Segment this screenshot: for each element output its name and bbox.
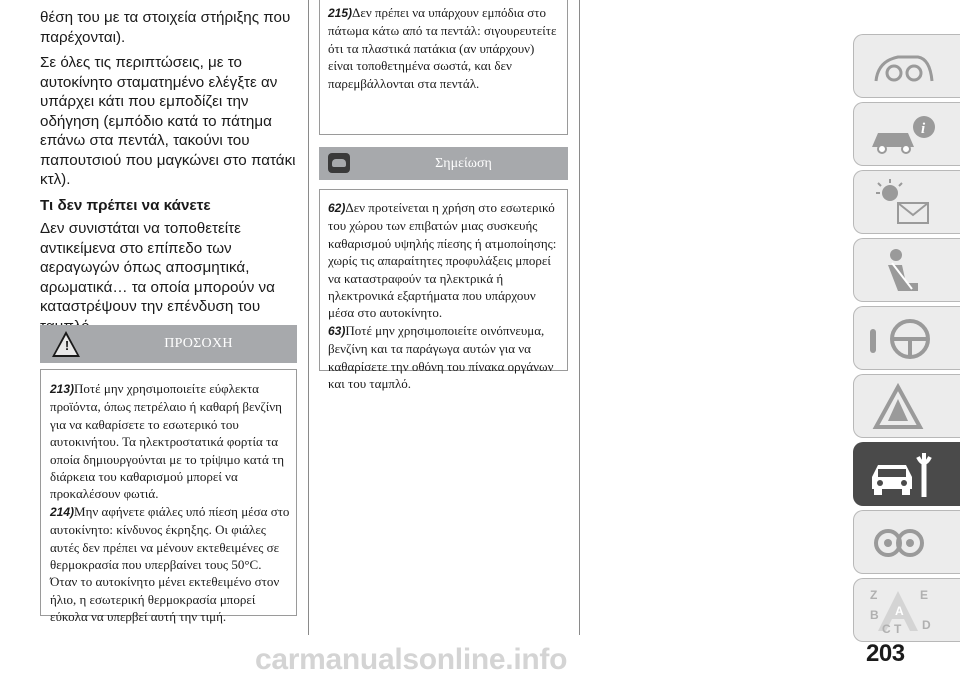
- paragraph: Σε όλες τις περιπτώσεις, με το αυτοκίνητο σταματημένο ελέγξτε αν υπάρχει κάτι που εμποδίζει την οδήγηση (εμπόδιο κατά το πάτημα επάνω στα πεντάλ, τακούνι του παπουτσιού που μαγκώνει στο πατάκι κτλ).: [40, 54, 296, 188]
- svg-text:i: i: [921, 121, 926, 137]
- item-text: Ποτέ μην χρησιμοποιείτε εύφλεκτα προϊόντα, όπως πετρέλαιο ή καθαρή βενζίνη για να καθαρίσετε το εσωτερικό του αυτοκινήτου. Τα ηλεκτροστατικά φορτία τα οποία δημιουργούνται με το τρίψιμο κατά τη διάρκεια του καθαρισμού μπορεί να προκαλέσουν φωτιά.: [50, 381, 285, 502]
- tab-safety[interactable]: [853, 238, 960, 302]
- index-letter: B: [870, 608, 879, 622]
- note-car-icon: [328, 153, 350, 173]
- index-letter: A: [895, 604, 904, 618]
- note-title: Σημείωση: [435, 156, 492, 171]
- item-text: Ποτέ μην χρησιμοποιείτε οινόπνευμα, βενζίνη και τα παράγωγα αυτών για να καθαρίσετε την οθόνη του πίνακα οργάνων και του ταμπλό.: [328, 322, 554, 392]
- index-letter: C: [882, 622, 891, 636]
- emergency-triangle-icon: [868, 381, 938, 433]
- paragraph: Δεν συνιστάται να τοποθετείτε αντικείμενα στο επίπεδο των αεραγωγών όπως αποσμητικά, αρωματικά… τα οποία μπορούν να καταστρέψουν την επένδυση του: [40, 220, 275, 315]
- alphabetical-index-icon: [868, 585, 938, 637]
- car-service-wrench-icon: [868, 449, 938, 501]
- car-info-icon: [868, 109, 938, 161]
- warning-header: ! ΠΡΟΣΟΧΗ: [40, 325, 297, 363]
- technical-data-icon: [868, 517, 938, 569]
- warning-light-message-icon: [868, 177, 938, 229]
- tab-index[interactable]: [853, 578, 960, 642]
- car-dashboard-icon: [868, 41, 938, 93]
- warning-box: [40, 369, 297, 625]
- warning-item: [50, 503, 290, 626]
- tab-driving[interactable]: [853, 306, 960, 370]
- section-heading: Τι δεν πρέπει να κάνετε: [40, 196, 211, 214]
- index-letter: D: [922, 618, 931, 632]
- tab-car-info[interactable]: [853, 102, 960, 166]
- index-letter: Z: [870, 588, 878, 602]
- item-number: 214): [50, 504, 75, 519]
- item-text: Μην αφήνετε φιάλες υπό πίεση μέσα στο αυτοκίνητο: κίνδυνος έκρηξης. Οι φιάλες αυτές δεν πρέπει να μένουν εκτεθειμένες σε θερμοκρασία που υπερβαίνει τους 50°C. Όταν το αυτοκίνητο μένει εκτεθειμένο στον ήλιο, η εσωτερική θερμοκρασία μπορεί εύκολα να υπερβεί αυτή την τιμή.: [50, 503, 290, 625]
- item-number: 215): [328, 6, 353, 20]
- column-divider: [579, 0, 580, 635]
- index-letter: T: [894, 622, 902, 636]
- item-number: 62): [328, 201, 346, 215]
- note-box: [319, 189, 568, 392]
- tab-dashboard[interactable]: [853, 34, 960, 98]
- steering-wheel-icon: [868, 313, 938, 365]
- index-letter: E: [920, 588, 929, 602]
- note-header: [319, 147, 568, 180]
- item-text: Δεν προτείνεται η χρήση στο εσωτερικό του χώρου των επιβατών μιας συσκευής καθαρισμού υψηλής πίεσης ή ατμοποίησης: χωρίς τις απαραίτητες προφυλάξεις μπορεί να καταστραφούν τα ηλεκτρικά ή ηλεκτρονικά εξαρτήματα που υπάρχουν μέσα στο αυτοκίνητο.: [328, 200, 557, 321]
- note-item: [328, 322, 561, 393]
- tab-maintenance[interactable]: [853, 442, 960, 506]
- note-item: [328, 199, 561, 322]
- item-number: 213): [50, 382, 75, 396]
- left-column: [40, 8, 297, 342]
- warning-box-continued: [319, 0, 568, 135]
- tab-warning-lights[interactable]: [853, 170, 960, 234]
- item-text: Δεν πρέπει να υπάρχουν εμπόδια στο πάτωμα κάτω από τα πεντάλ: σιγουρευτείτε ότι τα πλαστικά πατάκια (αν υπάρχουν) είναι τοποθετημένα σωστά, και δεν παρεμβάλλονται στα πεντάλ.: [328, 5, 557, 91]
- warning-item: [50, 380, 290, 503]
- paragraph: θέση του με τα στοιχεία στήριξης που παρέχονται).: [40, 9, 291, 46]
- warning-item: [328, 4, 561, 92]
- warning-title: ΠΡΟΣΟΧΗ: [164, 336, 233, 351]
- item-number: 63): [328, 323, 346, 338]
- tab-emergency[interactable]: [853, 374, 960, 438]
- tab-technical-data[interactable]: [853, 510, 960, 574]
- column-divider: [308, 0, 309, 635]
- seat-airbag-icon: [868, 245, 938, 297]
- watermark: carmanualsonline.info: [255, 643, 568, 676]
- page-number: 203: [866, 640, 905, 667]
